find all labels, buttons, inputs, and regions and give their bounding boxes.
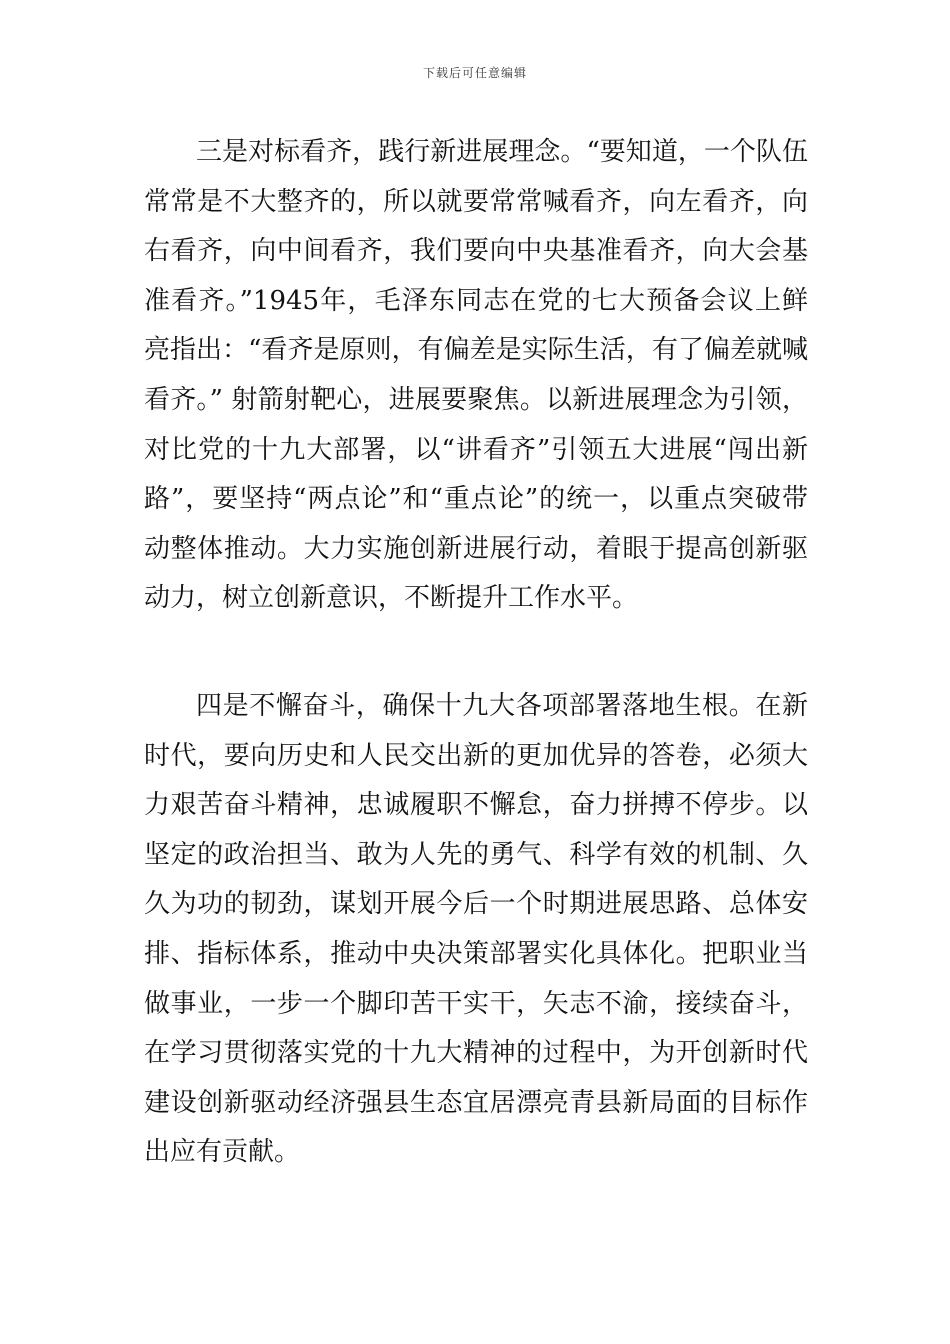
- paragraph-2: 四是不懈奋斗，确保十九大各项部署落地生根。在新时代，要向历史和人民交出新的更加优异的答卷，必须大力艰苦奋斗精神，忠诚履职不懈怠，奋力拼搏不停步。以坚定的政治担当、敢为人先的勇气、科学有效的机制、久久为功的韧劲，谋划开展今后一个时期进展思路、总体安排、指标体系，推动中央决策部署实化具体化。把职业当做事业，一步一个脚印苦干实干，矢志不渝，接续奋斗，在学习贯彻落实党的十九大精神的过程中，为开创新时代建设创新驱动经济强县生态宜居漂亮青县新局面的目标作出应有贡献。: [144, 691, 808, 1168]
- page-header: 下载后可任意编辑: [422, 66, 527, 80]
- paragraph-1: 三是对标看齐，践行新进展理念。“要知道，一个队伍常常是不大整齐的，所以就要常常喊看齐，向左看齐，向右看齐，向中间看齐，我们要向中央基准看齐，向大会基准看齐。”1945年，毛泽东同志在党的七大预备会议上鲜亮指出：“看齐是原则，有偏差是实际生活，有了偏差就喊看齐。” 射箭射靶心，进展要聚焦。以新进展理念为引领，对比党的十九大部署，以“讲看齐”引领五大进展“闯出新路”，要坚持“两点论”和“重点论”的统一，以重点突破带动整体推动。大力实施创新进展行动，着眼于提高创新驱动力，树立创新意识，不断提升工作水平。: [144, 137, 808, 614]
